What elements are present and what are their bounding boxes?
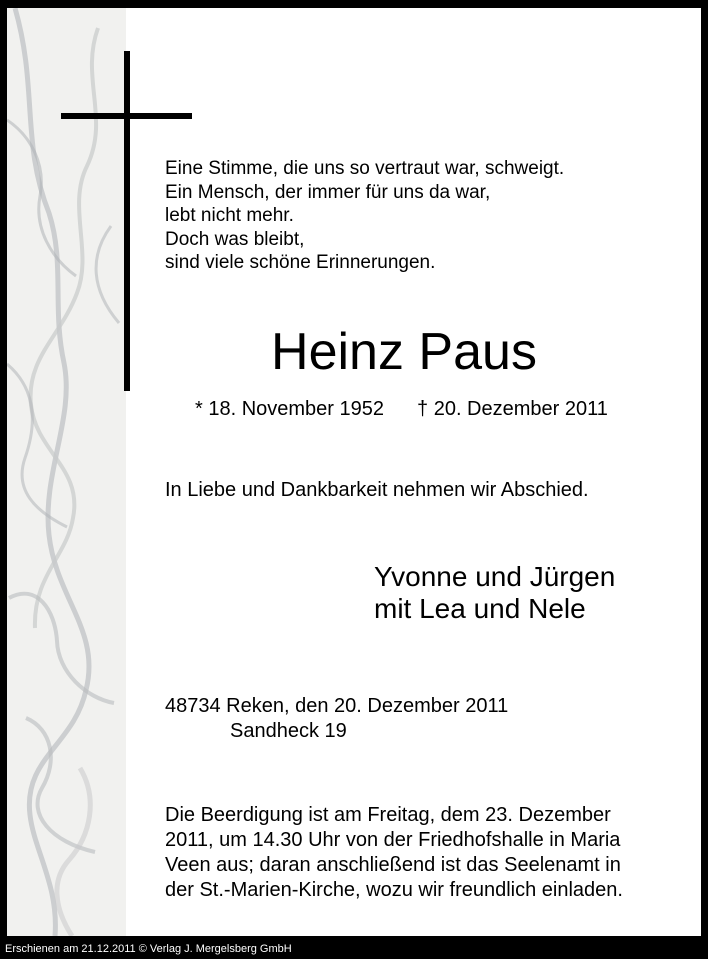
poem-line: Eine Stimme, die uns so vertraut war, schweigt. [165, 158, 565, 179]
family-line: mit Lea und Nele [374, 593, 586, 624]
address-block [165, 694, 508, 744]
address-place-date: 48734 Reken, den 20. Dezember 2011 [165, 695, 509, 717]
poem-line: Ein Mensch, der immer für uns da war, [165, 181, 491, 203]
funeral-line: der St.-Marien-Kirche, wozu wir freundlich einladen. [165, 879, 623, 901]
publication-footer: Erschienen am 21.12.2011 © Verlag J. Mergelsberg GmbH [5, 943, 292, 955]
birth-date: * 18. November 1952 [195, 398, 385, 420]
marble-border [7, 8, 126, 936]
poem-line: sind viele schöne Erinnerungen. [165, 252, 436, 273]
poem-line: Doch was bleibt, [165, 228, 305, 250]
family-line: Yvonne und Jürgen [374, 561, 616, 592]
poem-line: lebt nicht mehr. [165, 205, 294, 226]
marble-texture [7, 8, 126, 936]
poem [165, 157, 564, 275]
funeral-line: Die Beerdigung ist am Freitag, dem 23. Dezember [165, 804, 611, 826]
life-dates [195, 397, 608, 421]
death-date: † 20. Dezember 2011 [417, 398, 608, 420]
funeral-line: Veen aus; daran anschließend ist das Seelenamt in [165, 854, 621, 876]
cross-horizontal-bar [61, 113, 192, 119]
deceased-name: Heinz Paus [271, 323, 537, 381]
obituary-notice [7, 8, 701, 936]
family-signature [374, 561, 615, 625]
funeral-line: 2011, um 14.30 Uhr von der Friedhofshalle in Maria [165, 829, 621, 851]
farewell-statement: In Liebe und Dankbarkeit nehmen wir Abschied. [165, 479, 589, 501]
address-street: Sandheck 19 [230, 720, 347, 742]
funeral-details [165, 803, 623, 903]
